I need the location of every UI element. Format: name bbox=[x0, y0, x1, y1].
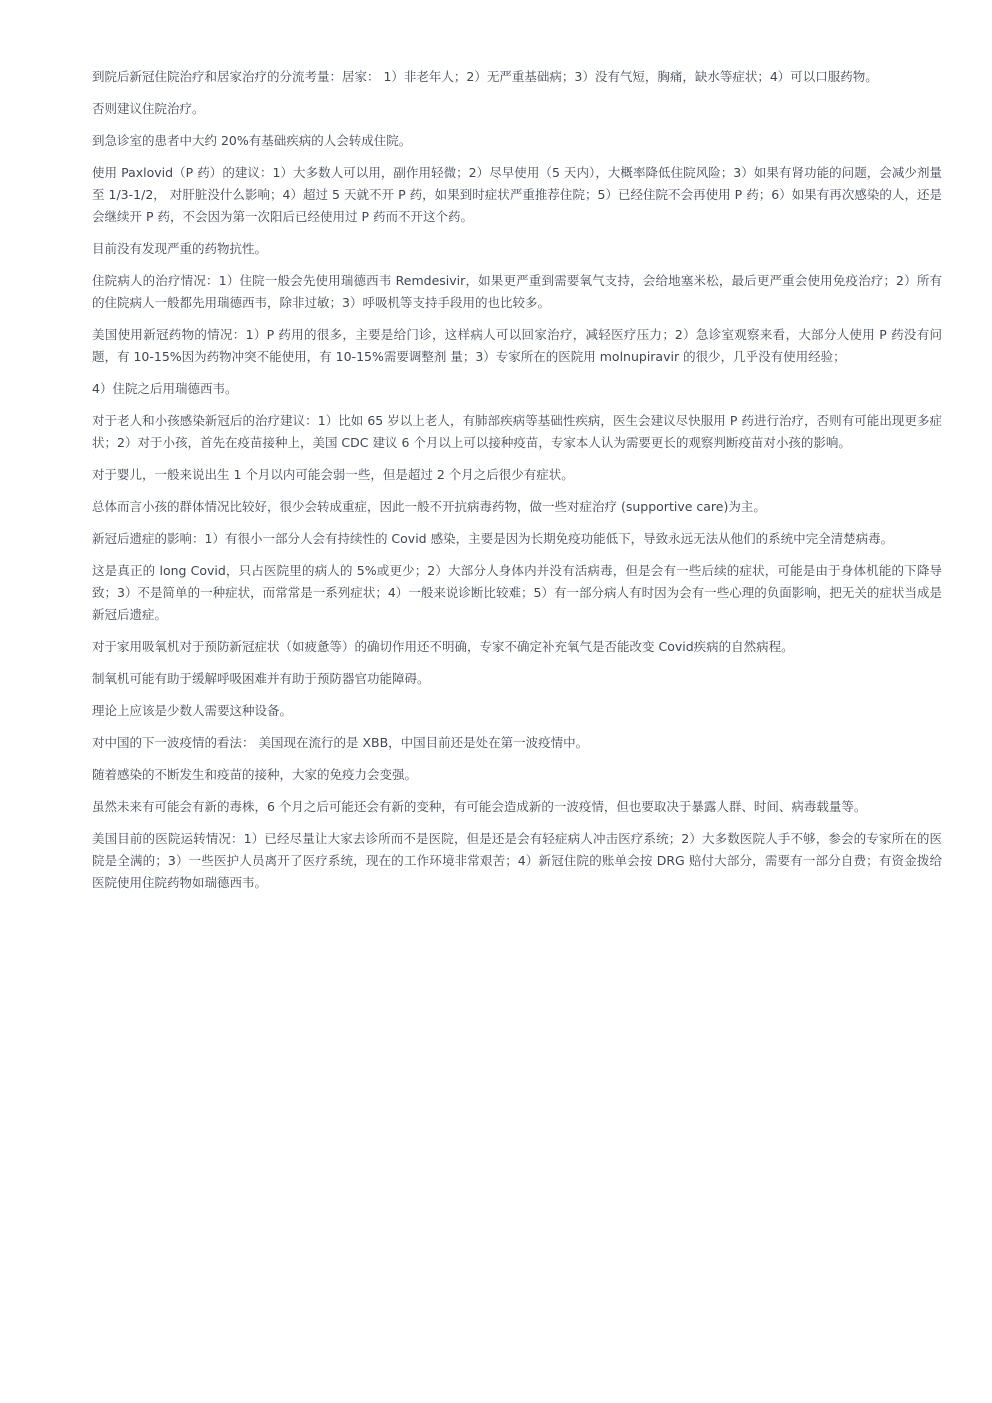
paragraph-8: 4）住院之后用瑞德西韦。 bbox=[92, 381, 238, 396]
paragraph-16: 理论上应该是少数人需要这种设备。 bbox=[92, 703, 293, 718]
paragraph-17: 对中国的下一波疫情的看法： 美国现在流行的是 XBB，中国目前还是处在第一波疫情中。 bbox=[92, 735, 589, 750]
paragraph-5: 目前没有发现严重的药物抗性。 bbox=[92, 241, 268, 256]
paragraph-12: 新冠后遗症的影响：1）有很小一部分人会有持续性的 Covid 感染，主要是因为长期免疫功能低下，导致永远无法从他们的系统中完全清楚病毒。 bbox=[92, 531, 894, 546]
paragraph-14: 对于家用吸氧机对于预防新冠症状（如疲惫等）的确切作用还不明确，专家不确定补充氧气是否能改变 Covid疾病的自然病程。 bbox=[92, 639, 794, 654]
paragraph-10: 对于婴儿，一般来说出生 1 个月以内可能会弱一些，但是超过 2 个月之后很少有症状。 bbox=[92, 467, 574, 482]
paragraph-19: 虽然未来有可能会有新的毒株，6 个月之后可能还会有新的变种，有可能会造成新的一波疫情，但也要取决于暴露人群、时间、病毒载量等。 bbox=[92, 799, 867, 814]
paragraph-4: 使用 Paxlovid（P 药）的建议：1）大多数人可以用，副作用轻微；2）尽早使用（5 天内），大概率降低住院风险；3）如果有肾功能的问题，会减少剂量至 1/3-1/2， 对肝脏没什么影响；4）超过 5 天就不开 P 药，如果到时症状严重推荐住院；5）已经住院不会再使用 P 药；6）如果有再次感染的人，还是会继续开 P 药，不会因为第一次阳后已经使用过 P 药而不开这个药。 bbox=[92, 165, 943, 224]
paragraph-2: 否则建议住院治疗。 bbox=[92, 101, 205, 116]
paragraph-13: 这是真正的 long Covid，只占医院里的病人的 5%或更少；2）大部分人身体内并没有活病毒，但是会有一些后续的症状，可能是由于身体机能的下降导致；3）不是简单的一种症状，而常常是一系列症状；4）一般来说诊断比较难；5）有一部分病人有时因为会有一些心理的负面影响，把无关的症状当成是新冠后遗症。 bbox=[92, 563, 942, 622]
paragraph-6: 住院病人的治疗情况：1）住院一般会先使用瑞德西韦 Remdesivir，如果更严重到需要氧气支持，会给地塞米松，最后更严重会使用免疫治疗；2）所有的住院病人一般都先用瑞德西韦，除非过敏；3）呼吸机等支持手段用的也比较多。 bbox=[92, 273, 942, 310]
paragraph-11: 总体而言小孩的群体情况比较好，很少会转成重症，因此一般不开抗病毒药物，做一些对症治疗 (supportive care)为主。 bbox=[92, 499, 766, 514]
paragraph-20: 美国目前的医院运转情况：1）已经尽量让大家去诊所而不是医院，但是还是会有轻症病人冲击医疗系统；2）大多数医院人手不够，参会的专家所在的医院是全满的；3）一些医护人员离开了医疗系统，现在的工作环境非常艰苦；4）新冠住院的账单会按 DRG 赔付大部分，需要有一部分自费；有资金拨给医院使用住院药物如瑞德西韦。 bbox=[92, 831, 942, 890]
paragraph-18: 随着感染的不断发生和疫苗的接种，大家的免疫力会变强。 bbox=[92, 767, 418, 782]
paragraph-1: 到院后新冠住院治疗和居家治疗的分流考量：居家： 1）非老年人；2）无严重基础病；3）没有气短，胸痛，缺水等症状；4）可以口服药物。 bbox=[92, 69, 878, 84]
paragraph-3: 到急诊室的患者中大约 20%有基础疾病的人会转成住院。 bbox=[92, 133, 412, 148]
paragraph-7: 美国使用新冠药物的情况：1）P 药用的很多，主要是给门诊，这样病人可以回家治疗，减轻医疗压力；2）急诊室观察来看，大部分人使用 P 药没有问题，有 10-15%因为药物冲突不能使用，有 10-15%需要调整剂 量；3）专家所在的医院用 molnupiravir 的很少，几乎没有使用经验； bbox=[92, 327, 942, 364]
paragraph-9: 对于老人和小孩感染新冠后的治疗建议：1）比如 65 岁以上老人，有肺部疾病等基础性疾病，医生会建议尽快服用 P 药进行治疗，否则有可能出现更多症状；2）对于小孩，首先在疫苗接种上，美国 CDC 建议 6 个月以上可以接种疫苗，专家本人认为需要更长的观察判断疫苗对小孩的影响。 bbox=[92, 413, 942, 450]
paragraph-15: 制氧机可能有助于缓解呼吸困难并有助于预防器官功能障碍。 bbox=[92, 671, 430, 686]
document-body bbox=[92, 66, 942, 904]
